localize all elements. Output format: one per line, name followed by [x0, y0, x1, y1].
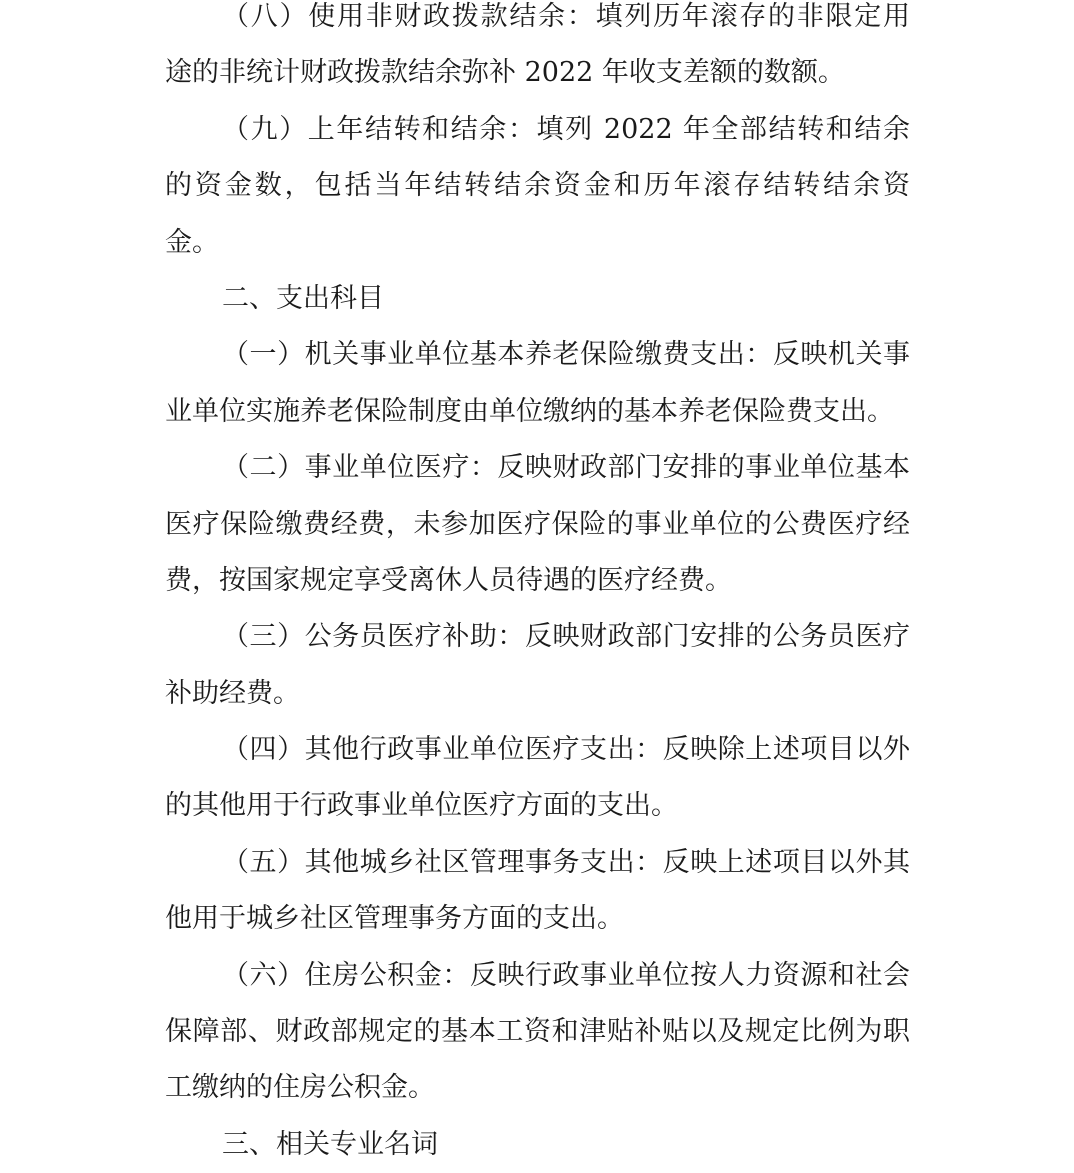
paragraph-line: 金。 — [165, 226, 219, 258]
paragraph — [165, 948, 910, 1117]
paragraph-line: 的其他用于行政事业单位医疗方面的支出。 — [165, 790, 678, 822]
paragraph-line: 业单位实施养老保险制度由单位缴纳的基本养老保险费支出。 — [165, 395, 894, 427]
paragraph-line: （五）其他城乡社区管理事务支出：反映上述项目以外其 — [222, 846, 910, 878]
section-heading: 三、相关专业名词 — [222, 1128, 438, 1160]
paragraph-line: （四）其他行政事业单位医疗支出：反映除上述项目以外 — [222, 734, 910, 766]
paragraph — [165, 440, 910, 609]
paragraph — [165, 722, 910, 835]
document-body — [165, 0, 910, 1173]
paragraph-line: （六）住房公积金：反映行政事业单位按人力资源和社会 — [222, 959, 910, 991]
paragraph-line: 的资金数，包括当年结转结余资金和历年滚存结转结余资 — [165, 170, 910, 202]
paragraph-line: 他用于城乡社区管理事务方面的支出。 — [165, 903, 624, 935]
paragraph-line: 途的非统计财政拨款结余弥补 2022 年收支差额的数额。 — [165, 57, 845, 89]
paragraph-line: 保障部、财政部规定的基本工资和津贴补贴以及规定比例为职 — [165, 1016, 910, 1048]
paragraph-line: 工缴纳的住房公积金。 — [165, 1072, 435, 1104]
paragraph — [165, 102, 910, 271]
paragraph-line: 医疗保险缴费经费，未参加医疗保险的事业单位的公费医疗经 — [165, 508, 910, 540]
paragraph-line: 费，按国家规定享受离休人员待遇的医疗经费。 — [165, 564, 732, 596]
paragraph — [165, 327, 910, 440]
paragraph — [165, 0, 910, 102]
paragraph-line: （八）使用非财政拨款结余：填列历年滚存的非限定用 — [222, 1, 910, 32]
paragraph-line: （九）上年结转和结余：填列 2022 年全部结转和结余 — [222, 113, 910, 145]
paragraph-line: （一）机关事业单位基本养老保险缴费支出：反映机关事 — [222, 339, 910, 371]
paragraph-line: 补助经费。 — [165, 677, 300, 709]
paragraph — [165, 609, 910, 722]
paragraph — [165, 835, 910, 948]
paragraph-line: （二）事业单位医疗：反映财政部门安排的事业单位基本 — [222, 452, 910, 484]
section-heading: 二、支出科目 — [222, 282, 384, 314]
paragraph-line: （三）公务员医疗补助：反映财政部门安排的公务员医疗 — [222, 621, 910, 653]
